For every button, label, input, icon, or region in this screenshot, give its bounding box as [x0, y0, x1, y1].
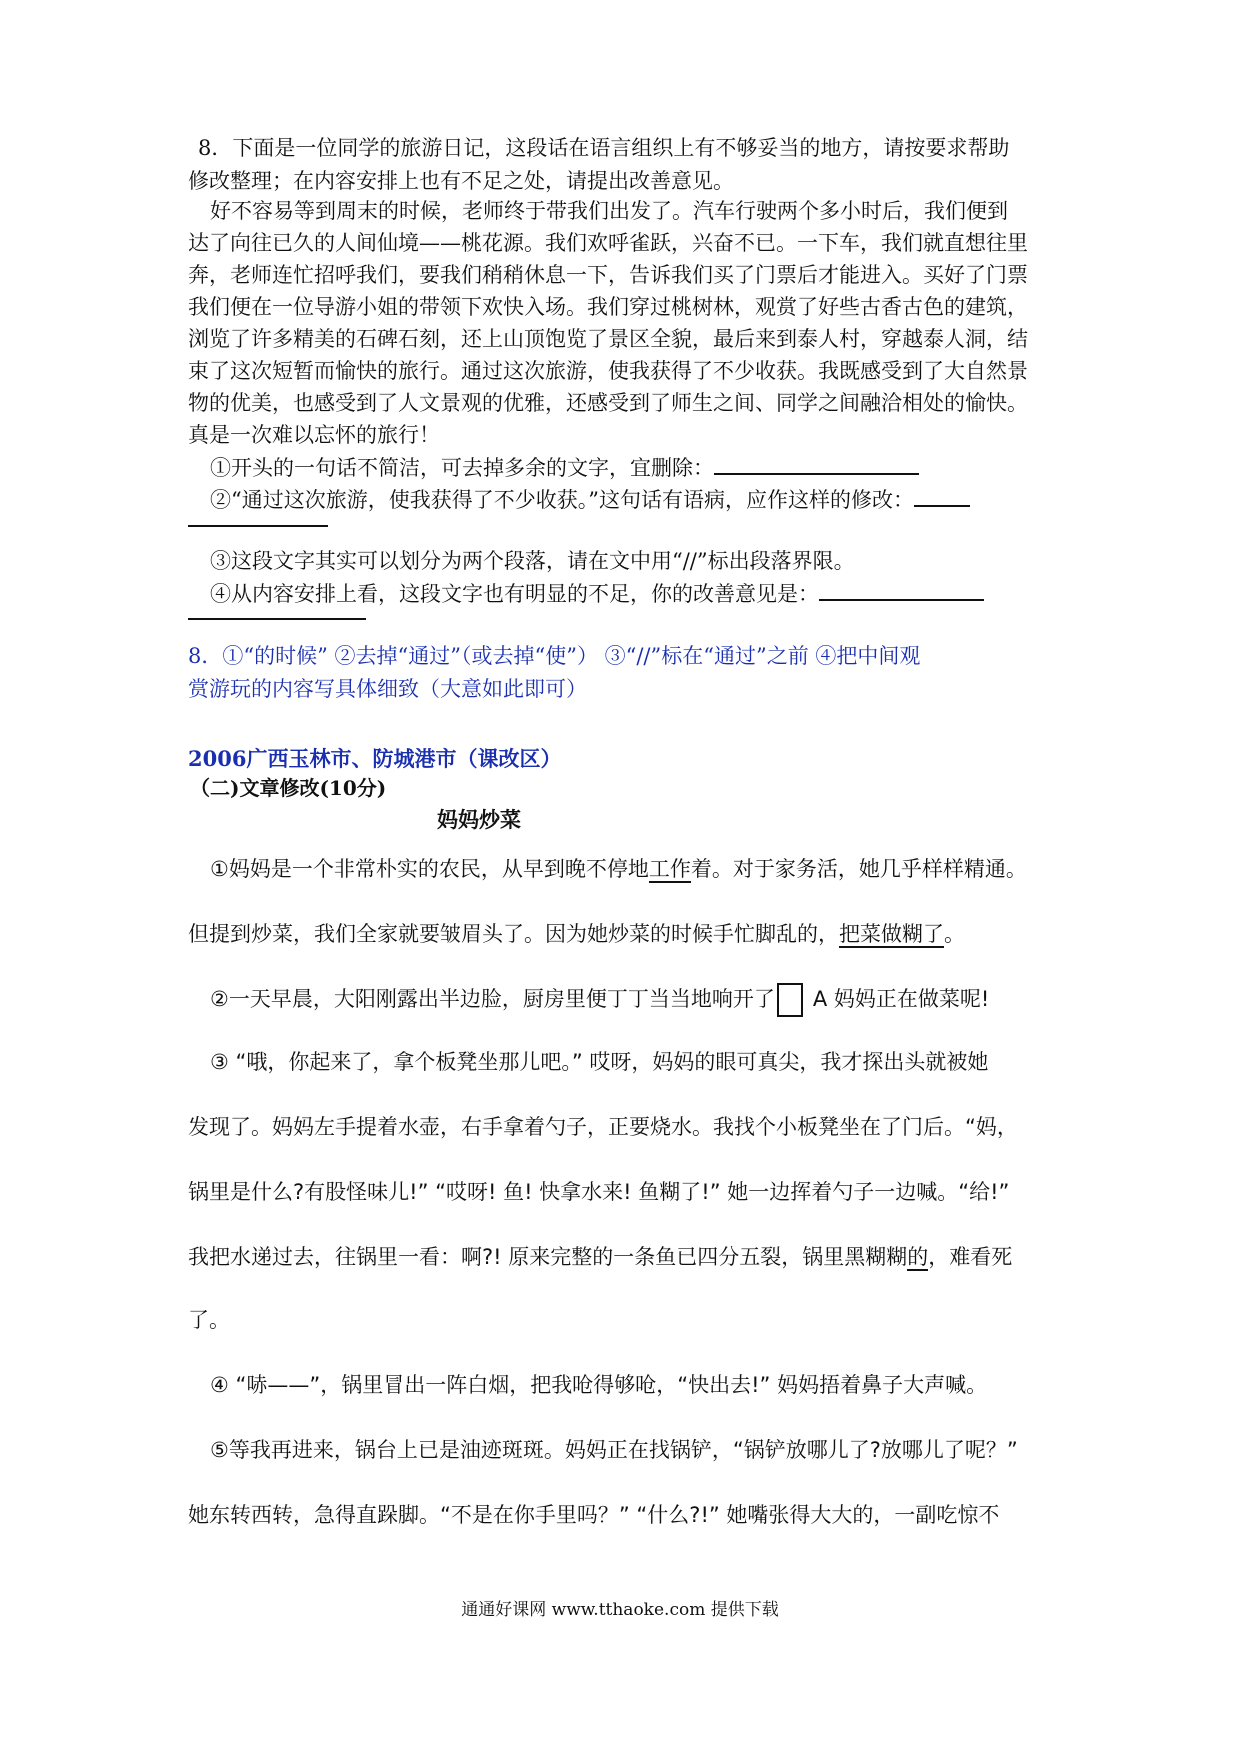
answer-blank[interactable] — [914, 483, 970, 507]
article-paragraph-3-line: 锅里是什么?有股怪味儿!” “哎呀! 鱼! 快拿水来! 鱼糊了!” 她一边挥着勺子一边喊。“给!” — [188, 1180, 1010, 1204]
q8-prompt-line1: 8．下面是一位同学的旅游日记，这段话在语言组织上有不够妥当的地方，请按要求帮助 — [198, 136, 1010, 160]
article-paragraph-1 — [210, 853, 1027, 886]
q8-item3: ③这段文字其实可以划分为两个段落，请在文中用“//”标出段落界限。 — [210, 549, 855, 573]
passage-line: 束了这次短暂而愉快的旅行。通过这次旅游，使我获得了不少收获。我既感受到了大自然景 — [188, 359, 1028, 383]
article-title: 妈妈炒菜 — [437, 807, 521, 832]
answer-blank[interactable] — [714, 451, 919, 475]
article-text: 但提到炒菜，我们全家就要皱眉头了。因为她炒菜的时候手忙脚乱的， — [188, 922, 839, 946]
q8-item2 — [210, 483, 970, 517]
passage-line: 真是一次难以忘怀的旅行！ — [188, 423, 440, 447]
article-text: 。 — [944, 922, 965, 946]
q8-prompt-line2: 修改整理；在内容安排上也有不足之处，请提出改善意见。 — [188, 169, 734, 193]
article-text: ，难看死 — [928, 1245, 1013, 1269]
article-paragraph-3-line — [188, 1241, 1012, 1274]
section-subheading: （二)文章修改(10分) — [190, 776, 387, 800]
passage-line: 物的优美，也感受到了人文景观的优雅，还感受到了师生之间、同学之间融洽相处的愉快。 — [188, 391, 1028, 415]
article-paragraph-5: ⑤等我再进来，锅台上已是油迹斑斑。妈妈正在找锅铲，“锅铲放哪儿了?放哪儿了呢？” — [210, 1438, 1018, 1462]
section-heading: 2006广西玉林市、防城港市（课改区） — [188, 746, 562, 771]
q8-item4 — [210, 577, 984, 611]
answer-line1: 8．①“的时候” ②去掉“通过”（或去掉“使”） ③“//”标在“通过”之前 ④把中间观 — [188, 644, 921, 668]
q8-item4-text: ④从内容安排上看，这段文字也有明显的不足，你的改善意见是： — [210, 582, 819, 606]
underlined-text: 的 — [907, 1245, 929, 1269]
article-paragraph-1-cont — [188, 918, 965, 951]
article-text: ①妈妈是一个非常朴实的农民，从早到晚不停地 — [210, 857, 649, 881]
article-paragraph-5-line: 她东转西转，急得直跺脚。“不是在你手里吗？” “什么?!” 她嘴张得大大的，一副吃惊不 — [188, 1503, 1000, 1527]
q8-item1 — [210, 451, 919, 485]
answer-blank[interactable] — [188, 525, 328, 527]
article-paragraph-3-line: 发现了。妈妈左手提着水壶，右手拿着勺子，正要烧水。我找个小板凳坐在了门后。“妈， — [188, 1115, 1018, 1139]
article-text: 着。对于家务活，她几乎样样精通。 — [690, 857, 1027, 881]
q8-item2-text: ②“通过这次旅游，使我获得了不少收获。”这句话有语病，应作这样的修改： — [210, 488, 914, 512]
article-paragraph-3-line: 了。 — [188, 1308, 230, 1332]
article-paragraph-3: ③ “哦，你起来了，拿个板凳坐那儿吧。” 哎呀，妈妈的眼可真尖，我才探出头就被她 — [210, 1050, 989, 1074]
article-paragraph-4: ④ “哧——”，锅里冒出一阵白烟，把我呛得够呛，“快出去!” 妈妈捂着鼻子大声喊。 — [210, 1373, 988, 1397]
answer-blank[interactable] — [819, 577, 984, 601]
article-text: ②一天早晨，大阳刚露出半边脸，厨房里便丁丁当当地响开了 — [210, 987, 775, 1011]
passage-line: 好不容易等到周末的时候，老师终于带我们出发了。汽车行驶两个多小时后，我们便到 — [210, 199, 1008, 223]
answer-blank[interactable] — [188, 618, 366, 620]
article-paragraph-2 — [210, 983, 989, 1017]
passage-line: 奔，老师连忙招呼我们，要我们稍稍休息一下，告诉我们买了门票后才能进入。买好了门票 — [188, 263, 1028, 287]
underlined-text: 工作 — [648, 857, 691, 881]
passage-line: 达了向往已久的人间仙境——桃花源。我们欢呼雀跃，兴奋不已。一下车，我们就直想往里 — [188, 231, 1028, 255]
article-text: A 妈妈正在做菜呢! — [812, 987, 990, 1011]
answer-line2: 赏游玩的内容写具体细致（大意如此即可） — [188, 677, 587, 701]
passage-line: 我们便在一位导游小姐的带领下欢快入场。我们穿过桃树林，观赏了好些古香古色的建筑， — [188, 295, 1028, 319]
q8-item1-text: ①开头的一句话不简洁，可去掉多余的文字，宜删除： — [210, 456, 714, 480]
page-footer: 通通好课网 www.tthaoke.com 提供下载 — [461, 1600, 779, 1620]
passage-line: 浏览了许多精美的石碑石刻，还上山顶饱览了景区全貌，最后来到泰人村，穿越泰人洞，结 — [188, 327, 1028, 351]
punctuation-box[interactable] — [777, 983, 803, 1017]
article-text: 我把水递过去，往锅里一看：啊?! 原来完整的一条鱼已四分五裂，锅里黑糊糊 — [188, 1245, 908, 1269]
underlined-text: 把菜做糊了 — [839, 922, 944, 946]
